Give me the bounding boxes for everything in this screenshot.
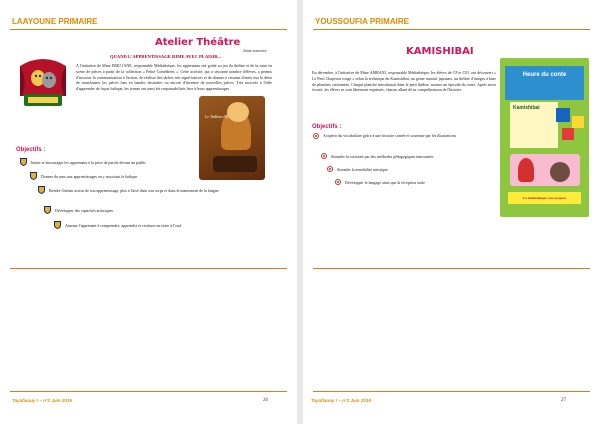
spiral-icon xyxy=(327,166,333,172)
theatre-logo xyxy=(14,56,72,110)
kamishibai-poster xyxy=(500,58,589,217)
shield-icon xyxy=(38,186,45,194)
school-name: YOUSSOUFIA PRIMAIRE xyxy=(315,17,409,26)
objectives-heading: Objectifs : xyxy=(16,147,46,153)
article-title: Atelier Théâtre xyxy=(155,37,241,48)
shield-icon xyxy=(54,221,61,229)
objectives-heading: Objectifs : xyxy=(312,124,342,130)
school-name: LAAYOUNE PRIMAIRE xyxy=(12,17,98,26)
book-photo xyxy=(199,96,265,180)
article-body: En décembre, à l'initiative de Mme AMRANI, responsable Médiathèque, les élèves de CP et CE1 ont découvert « Le Petit Chaperon rouge » selon la technique du Kamishibaï, un genre narratif japonais, un théâtre d'images à base de planches cartonnées. Chaque planche introduisait dans le petit théâtre, montre un épisode du conte. Après avoir écouté, les élèves se sont librement exprimés, chacun allant de sa compréhension de l'histoire. xyxy=(312,70,496,93)
objective-item xyxy=(313,133,493,139)
objective-text: Initier et encourager les apprenants à la prise de parole devant un public xyxy=(31,159,147,165)
article-title: KAMISHIBAI xyxy=(406,46,474,57)
page-number: 26 xyxy=(263,398,268,403)
objective-item xyxy=(327,166,493,172)
header-rule xyxy=(10,29,287,30)
article-subtitle: QUAND L'APPRENTISSAGE RIME AVEC PLAISIR... xyxy=(110,54,222,59)
footer-rule xyxy=(10,391,287,392)
header-rule xyxy=(313,29,590,30)
section-rule xyxy=(313,268,590,269)
objective-text: Amener l'apprenant à comprendre, apprendre et restituer un texte à l'oral. xyxy=(65,222,182,228)
objective-item xyxy=(44,206,264,214)
color-block xyxy=(572,116,584,128)
shield-icon xyxy=(30,172,37,180)
objective-item xyxy=(38,186,274,194)
poster-tagline: La médiathèque vous propose xyxy=(508,192,581,204)
color-block xyxy=(562,128,574,140)
page-number: 27 xyxy=(561,398,566,403)
footer-text: Tayafiaouy ! – n°2 Juin 2019 xyxy=(12,398,72,403)
objective-item xyxy=(321,153,493,159)
semester-label: 2ème semestre xyxy=(243,48,267,53)
color-block xyxy=(556,108,570,122)
objective-text: Donner du sens aux apprentissages en y associant le ludique xyxy=(41,173,138,179)
right-page xyxy=(303,0,600,424)
article-body: A l'initiative de Mme IMEJ JANE, responsable Médiathèque, les apprenants ont goûté au jeu du théâtre et de la mise en scène de pièces à partir de la collection « Petite Comédiens ». Cette activité, qui a séjourné nombre d'élèves, a permis d'associer la communication à l'action, de réaliser des tâches très significatives et de donner à certains d'entre eux le désir de transformer les pièces lues en bandes dessinées ou encore d'inventer de nouvelles pièces. Très motivés à l'idée d'apprendre de façon ludique, les jeunes ont ainsi été responsabilisés face à leurs apprentissages. xyxy=(76,63,272,92)
objective-text: Acquérir du vocabulaire grâce à une histoire contée et soutenue par les illustrations xyxy=(323,133,457,138)
poster-illustration xyxy=(510,154,580,186)
objective-text: Stimuler la curiosité par des méthodes pédagogiques innovantes xyxy=(331,153,434,159)
footer-text: Tayafiaouy ! – n°2 Juin 2019 xyxy=(311,398,371,403)
objective-text: Développer le langage ainsi que la réception orale xyxy=(345,179,426,185)
objective-item xyxy=(335,179,493,185)
objective-text: Développer des capacités artistiques xyxy=(55,207,114,213)
shield-icon xyxy=(20,158,27,166)
spiral-icon xyxy=(321,153,327,159)
objective-text: Rendre l'enfant acteur de son apprentissage, plus à l'aise dans son corps et dans le maniement de la langue xyxy=(49,187,219,193)
footer-rule xyxy=(313,391,590,392)
objective-item xyxy=(30,172,260,180)
left-page xyxy=(0,0,297,424)
objective-text: Stimuler la sensibilité artistique xyxy=(337,166,388,172)
objective-item xyxy=(20,158,260,166)
poster-text-panel xyxy=(510,102,558,148)
section-rule xyxy=(10,268,287,269)
spiral-icon xyxy=(313,133,319,139)
shield-icon xyxy=(44,206,51,214)
poster-subheading: Kamishibai xyxy=(513,105,540,111)
book-title-text: Le Tailleur (S) xyxy=(205,114,229,119)
spiral-icon xyxy=(335,179,341,185)
objective-item xyxy=(54,221,274,229)
poster-heading: Heure du conte xyxy=(522,72,567,78)
